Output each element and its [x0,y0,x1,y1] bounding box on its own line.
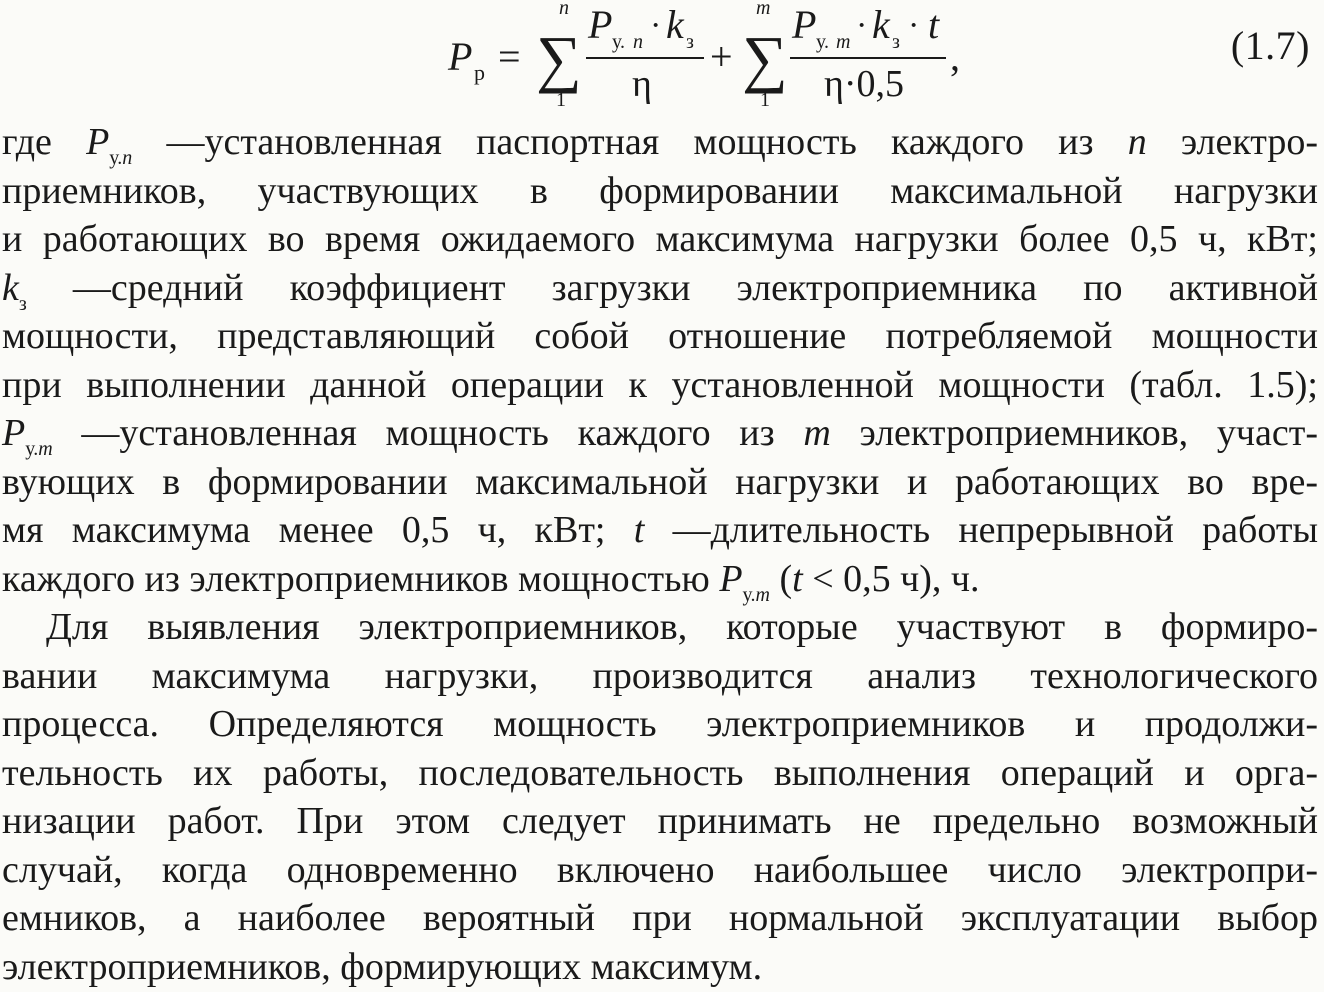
sum2-num-sub-var: m [836,31,851,53]
text-segment: —установленная мощность каждого из [52,412,804,454]
sub-var: m [755,583,770,606]
sum2-num-k-sub: з [892,31,900,53]
var-P: P [719,557,743,600]
para2-line-6: случай, когда одновременно включено наибольшее число электропри- [2,848,1318,891]
text-line-1 [2,118,1318,167]
sum1-num-sub-var: n [633,31,643,53]
var-P: P [2,412,26,454]
text-line-9 [2,506,1318,555]
sum2-lower: 1 [760,89,770,111]
text-line-5: мощности, представляющий собой отношение потребляемой мощности [2,315,1318,357]
text-segment: каждого из электроприемников мощностью [2,557,720,600]
text-line-4 [2,264,1318,313]
para2-line-4: тельность их работы, последовательность выполнения операций и орга- [2,751,1318,794]
sum1-num-sub: у. [612,31,625,53]
var-k: k [2,266,19,309]
text-line-2: приемников, участвующих в формировании максимальной нагрузки [2,169,1318,212]
text-line-10 [2,555,1318,604]
para2-line-5: низации работ. При этом следует принимать не предельно возможный [2,800,1318,842]
text-segment: —установленная паспортная мощность каждого из [132,121,1128,163]
sum2-num-t: t [928,2,940,47]
text-line-7 [2,409,1318,458]
sum1-dot: · [650,7,662,44]
sub-text: у. [25,438,39,460]
var-t: t [633,509,645,551]
sum2-sigma: ∑ [742,23,788,94]
text-segment: где [2,121,87,163]
para2-line-8: электроприемников, формирующих максимум. [2,945,763,988]
text-segment: электро- [1146,121,1318,163]
formula-equals: = [498,34,521,79]
var-P-sub [25,438,52,460]
formula-svg [0,0,1324,118]
var-P: P [86,121,110,163]
sub-var: m [38,438,53,460]
text-segment: —длительность непрерывной работы [644,509,1318,551]
sum2-num-P: P [792,2,817,47]
sum1-sigma: ∑ [536,23,582,94]
sum2-num-k: k [872,2,890,47]
var-n: n [1127,121,1147,163]
var-P-sub [109,147,132,169]
sum1-lower: 1 [556,89,566,111]
text-line-3: и работающих во время ожидаемого максимума нагрузки более 0,5 ч, кВт; [2,218,1318,260]
para2-line-2: вании максимума нагрузки, производится анализ технологического [2,654,1318,697]
sum1-den: η [632,63,652,105]
sub-text: у. [109,147,123,169]
sum2-dot2: · [908,7,920,44]
var-t: t [792,557,803,600]
formula-lhs: P [448,34,473,79]
text-segment: ( [770,557,793,600]
text-segment: < 0,5 ч), ч. [802,557,980,600]
var-k-sub: з [18,292,27,315]
sum1-num-k: k [666,2,684,47]
sum1-num-k-sub: з [686,31,694,53]
formula-comma: , [950,34,960,79]
formula-lhs-sub: р [474,60,485,85]
body-text [2,118,1318,991]
sum2-dot1: · [856,7,868,44]
sum2-den: η·0,5 [824,63,905,105]
text-segment: электроприемников, участ- [830,412,1318,454]
sum1-upper: n [559,0,569,19]
sub-text: у. [742,583,756,606]
para2-line-1: Для выявления электроприемников, которые участвуют в формиро- [46,606,1318,648]
text-segment: мя максимума менее 0,5 ч, кВт; [2,509,634,551]
sum2-num-sub: у. [816,31,829,53]
sum2-upper: m [756,0,771,19]
text-line-8: вующих в формировании максимальной нагрузки и работающих во вре- [2,460,1318,503]
equation-number: (1.7) [1230,23,1310,68]
text-segment: —средний коэффициент загрузки электроприемника по активной [26,266,1318,309]
var-m: m [803,412,831,454]
sub-var: n [122,147,133,169]
formula-block [0,0,1324,118]
formula-plus: + [710,34,733,79]
sum1-num-P: P [588,2,613,47]
para2-line-3: процесса. Определяются мощность электроприемников и продолжи- [2,703,1318,745]
para2-line-7: емников, а наиболее вероятный при нормальной эксплуатации выбор [2,897,1318,939]
text-line-6: при выполнении данной операции к установленной мощности (табл. 1.5); [2,363,1318,406]
